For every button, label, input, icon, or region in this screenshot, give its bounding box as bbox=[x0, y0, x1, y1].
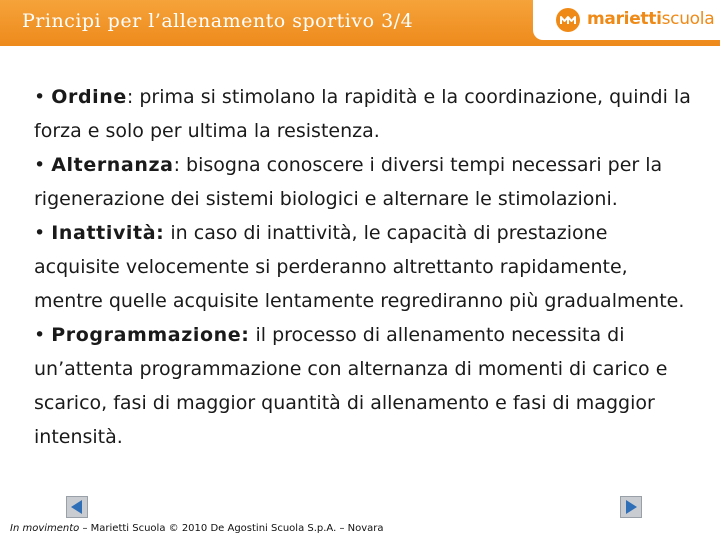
logo-text-bold: marietti bbox=[587, 9, 662, 29]
bullet-alternanza: • Alternanza: bisogna conoscere i diversi tempi necessari per la rigenerazione dei sistemi biologici e alternare le stimolazioni. bbox=[34, 154, 663, 210]
next-arrow-icon bbox=[621, 497, 641, 517]
previous-slide-button[interactable] bbox=[66, 496, 88, 518]
footer-credits bbox=[10, 523, 384, 534]
previous-arrow-icon bbox=[67, 497, 87, 517]
footer-book-title: In movimento bbox=[10, 523, 80, 534]
publisher-logo bbox=[533, 0, 720, 40]
bullet-text: bisogna conoscere i diversi tempi necessari per la rigenerazione dei sistemi biologici e alternare le stimolazioni. bbox=[34, 154, 663, 210]
bullet-term: Alternanza bbox=[51, 154, 174, 176]
bullet-term: Inattività: bbox=[51, 222, 165, 244]
bullet-text: il processo di allenamento necessita di un’attenta programmazione con alternanza di momenti di carico e scarico, fasi di maggior quantità di allenamento e fasi di maggior intensità. bbox=[34, 324, 668, 448]
bullet-list bbox=[34, 80, 694, 454]
bullet-separator: : bbox=[173, 154, 187, 176]
page-title: Principi per l’allenamento sportivo 3/4 bbox=[22, 10, 414, 32]
logo-text-regular: scuola bbox=[661, 9, 715, 29]
bullet-inattivita: • Inattività: in caso di inattività, le capacità di prestazione acquisite velocemente si perderanno altrettanto rapidamente, mentre quelle acquisite lentamente regrediranno più gradualmente. bbox=[34, 222, 685, 312]
bullet-programmazione: • Programmazione: il processo di allenamento necessita di un’attenta programmazione con alternanza di momenti di carico e scarico, fasi di maggior quantità di allenamento e fasi di maggior intensità. bbox=[34, 324, 668, 448]
bullet-text: in caso di inattività, le capacità di prestazione acquisite velocemente si perderanno altrettanto rapidamente, mentre quelle acquisite lentamente regrediranno più gradualmente. bbox=[34, 222, 685, 312]
header-bar bbox=[0, 0, 720, 46]
bullet-term: Programmazione: bbox=[51, 324, 250, 346]
marietti-logo-icon bbox=[555, 7, 581, 33]
bullet-text: prima si stimolano la rapidità e la coordinazione, quindi la forza e solo per ultima la resistenza. bbox=[34, 86, 691, 142]
next-slide-button[interactable] bbox=[620, 496, 642, 518]
footer-copyright: – Marietti Scuola © 2010 De Agostini Scuola S.p.A. – Novara bbox=[79, 523, 384, 534]
logo-text bbox=[587, 9, 714, 29]
bullet-term: Ordine bbox=[51, 86, 127, 108]
bullet-separator: : bbox=[126, 86, 140, 108]
bullet-ordine: • Ordine: prima si stimolano la rapidità e la coordinazione, quindi la forza e solo per ultima la resistenza. bbox=[34, 86, 691, 142]
